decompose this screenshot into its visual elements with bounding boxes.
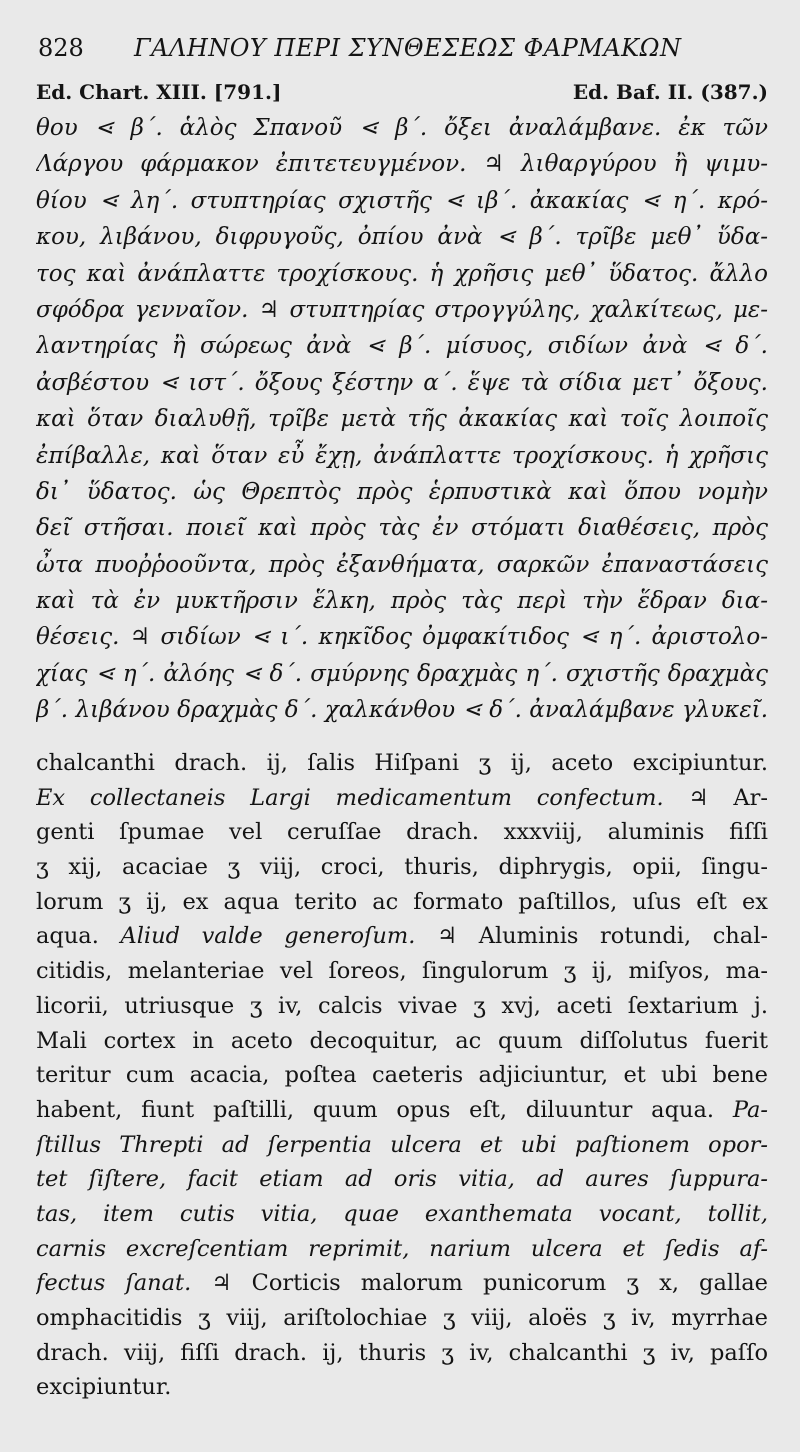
greek-text-line: κου, λιβάνου, διφρυγοῦς, ὀπίου ἀνὰ ⋖ β΄. τρῖβε μεθ᾽ ὕδα- — [36, 224, 768, 251]
latin-text-line — [36, 1093, 768, 1128]
text-segment: citidis, melanteriae vel ſoreos, ſingulorum ʒ ij, miſyos, ma- — [36, 958, 768, 985]
latin-text-line — [36, 1266, 768, 1301]
latin-text-line — [36, 815, 768, 850]
greek-text-line: χίας ⋖ η΄. ἀλόης ⋖ δ΄. σμύρνης δραχμὰς η΄. σχιστῆς δραχμὰς — [36, 660, 768, 687]
text-segment: licorii, utriusque ʒ iv, calcis vivae ʒ xvj, aceti ſextarium j. — [36, 992, 768, 1019]
text-segment: habent, fiunt paſtilli, quum opus eſt, diluuntur aqua. — [36, 1096, 733, 1123]
page-number: 828 — [38, 34, 84, 62]
greek-text-line: θίου ⋖ λη΄. στυπτηρίας σχιστῆς ⋖ ιβ΄. ἀκακίας ⋖ η΄. κρό- — [36, 187, 768, 214]
latin-text-line — [36, 781, 768, 816]
latin-text-line — [36, 1197, 768, 1232]
italic-text-segment: tet ſiſtere, facit etiam ad oris vitia, ad aures ſuppura- — [36, 1166, 768, 1193]
latin-text-line — [36, 1128, 768, 1163]
italic-text-segment: tas, item cutis vitia, quae exanthemata vocant, tollit, — [36, 1200, 768, 1227]
greek-text-line: Λάργου φάρμακον ἐπιτετευγμένον. ♃ λιθαργύρου ἢ ψιμυ- — [36, 151, 768, 178]
text-segment: Mali cortex in aceto decoquitur, ac quum diſſolutus fuerit — [36, 1027, 768, 1054]
greek-text-line: β΄. λιβάνου δραχμὰς δ΄. χαλκάνθου ⋖ δ΄. ἀναλάμβανε γλυκεῖ. — [36, 697, 768, 724]
greek-text-line: τος καὶ ἀνάπλαττε τροχίσκους. ἡ χρῆσις μεθ᾽ ὕδατος. ἄλλο — [36, 260, 768, 287]
text-segment: lorum ʒ ij, ex aqua terito ac formato paſtillos, uſus eſt ex — [36, 888, 768, 915]
greek-text-line: ὦτα πυοῤῥοοῦντα, πρὸς ἐξανθήματα, σαρκῶν ἐπαναστάσεις — [36, 551, 768, 578]
greek-text-line: δεῖ στῆσαι. ποιεῖ καὶ πρὸς τὰς ἐν στόματι διαθέσεις, πρὸς — [36, 515, 768, 542]
edition-basel-ref: Ed. Baf. II. (387.) — [572, 80, 768, 104]
latin-text-line — [36, 919, 768, 954]
greek-text-line: καὶ ὅταν διαλυθῇ, τρῖβε μετὰ τῆς ἀκακίας καὶ τοῖς λοιποῖς — [36, 406, 768, 433]
running-title: ΓΑΛΗΝΟΥ ΠΕΡΙ ΣΥΝΘΕΣΕΩΣ ΦΑΡΜΑΚΩΝ — [134, 34, 682, 62]
italic-text-segment: fectus ſanat. — [36, 1270, 192, 1297]
greek-text-line: λαντηρίας ἢ σώρεως ἀνὰ ⋖ β΄. μίσυος, σιδίων ἀνὰ ⋖ δ΄. — [36, 333, 768, 360]
text-segment: genti ſpumae vel ceruſſae drach. xxxviij, aluminis fiſſi — [36, 819, 768, 846]
italic-text-segment: Aliud valde generoſum. — [120, 923, 416, 950]
latin-text-block — [36, 746, 768, 1405]
greek-text-line: θου ⋖ β΄. ἁλὸς Σπανοῦ ⋖ β΄. ὄξει ἀναλάμβανε. ἐκ τῶν — [36, 115, 768, 141]
greek-text-line: ἐπίβαλλε, καὶ ὅταν εὖ ἔχῃ, ἀνάπλαττε τροχίσκους. ἡ χρῆσις — [36, 442, 768, 469]
greek-text-line: θέσεις. ♃ σιδίων ⋖ ι΄. κηκῖδος ὀμφακίτιδος ⋖ η΄. ἀριστολο- — [36, 624, 768, 651]
latin-text-line — [36, 885, 768, 920]
italic-text-segment: ſtillus Threpti ad ſerpentia ulcera et ubi paſtionem opor- — [36, 1131, 768, 1158]
text-segment: ♃ Corticis malorum punicorum ʒ x, gallae — [191, 1270, 768, 1297]
text-segment: ʒ xij, acaciae ʒ viij, croci, thuris, diphrygis, opii, ſingu- — [36, 854, 768, 881]
latin-text-line — [36, 1301, 768, 1336]
italic-text-segment: Pa- — [732, 1096, 768, 1123]
latin-text-line — [36, 1370, 768, 1405]
text-segment: drach. viij, fiſſi drach. ij, thuris ʒ iv, chalcanthi ʒ iv, paſſo — [36, 1339, 768, 1366]
latin-text-line — [36, 1232, 768, 1267]
latin-text-line — [36, 989, 768, 1024]
greek-text-line: καὶ τὰ ἐν μυκτῆρσιν ἕλκη, πρὸς τὰς περὶ τὴν ἕδραν δια- — [36, 588, 768, 615]
text-segment: ♃ Ar- — [663, 784, 768, 811]
latin-text-line — [36, 1024, 768, 1059]
latin-text-line — [36, 954, 768, 989]
latin-text-line — [36, 1162, 768, 1197]
latin-text-line — [36, 850, 768, 885]
latin-text-line — [36, 1336, 768, 1371]
text-segment: ♃ Aluminis rotundi, chal- — [415, 923, 768, 950]
text-segment: teritur cum acacia, poſtea caeteris adjiciuntur, et ubi bene — [36, 1062, 768, 1089]
greek-text-block — [36, 110, 768, 729]
italic-text-segment: carnis excreſcentiam reprimit, narium ulcera et ſedis af- — [36, 1235, 768, 1262]
latin-text-line — [36, 746, 768, 781]
greek-text-line: δι᾽ ὕδατος. ὡς Θρεπτὸς πρὸς ἑρπυστικὰ καὶ ὅπου νομὴν — [36, 478, 768, 505]
running-header — [38, 34, 764, 66]
greek-text-line: ἀσβέστου ⋖ ιστ΄. ὄξους ξέστην α΄. ἕψε τὰ σίδια μετ᾽ ὄξους. — [36, 369, 768, 396]
italic-text-segment: Ex collectaneis Largi medicamentum confectum. — [36, 784, 664, 811]
text-segment: chalcanthi drach. ij, ſalis Hiſpani ʒ ij, aceto excipiuntur. — [36, 750, 768, 776]
text-segment: omphacitidis ʒ viij, ariſtolochiae ʒ viij, aloës ʒ iv, myrrhae — [36, 1305, 768, 1331]
edition-chartier-ref: Ed. Chart. XIII. [791.] — [36, 80, 282, 104]
latin-text-line — [36, 1058, 768, 1093]
greek-text-line: σφόδρα γενναῖον. ♃ στυπτηρίας στρογγύλης, χαλκίτεως, με- — [36, 296, 768, 323]
text-segment: aqua. — [36, 923, 121, 950]
edition-reference-line — [36, 80, 768, 106]
text-segment: excipiuntur. — [36, 1374, 172, 1401]
